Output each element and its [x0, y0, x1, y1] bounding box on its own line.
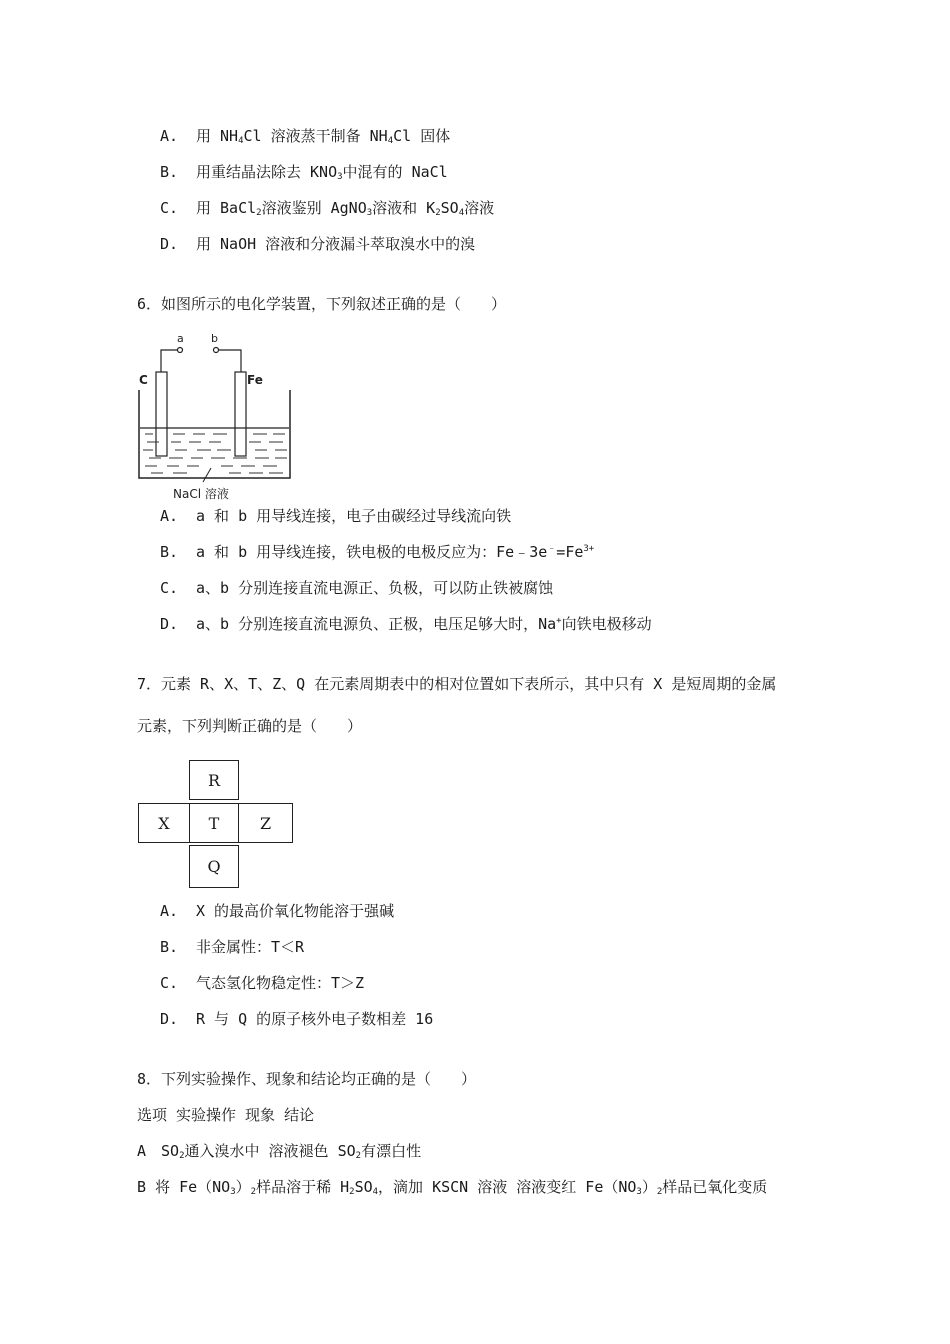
- cell-t: T: [189, 803, 239, 843]
- cell-x: X: [138, 803, 190, 843]
- wire-b: [219, 350, 241, 372]
- option-label: B.: [160, 938, 179, 956]
- q7-stem-line1: 7．元素 R、X、T、Z、Q 在元素周期表中的相对位置如下表所示，其中只有 X 是短周期的金属: [137, 675, 777, 693]
- terminal-a-label: a: [177, 332, 184, 345]
- q5-option-a: A. 用 $NH_4Cl$ 溶液蒸干制备 $NH_4Cl$ 固体: [160, 127, 451, 146]
- electrochemical-cell-diagram: [137, 330, 297, 505]
- q8-row-b: B 将 $Fe(NO_3)_2$样品溶于稀 $H_2SO_4$，滴加 KSCN 溶液 溶液变红 $Fe(NO_3)_2$样品已氧化变质: [137, 1178, 768, 1197]
- option-label: A.: [160, 127, 179, 145]
- iron-electrode-label: Fe: [247, 373, 263, 387]
- solution-label: NaCl 溶液: [173, 487, 229, 501]
- option-label: D.: [160, 615, 179, 633]
- option-label: D.: [160, 235, 179, 253]
- periodic-table-fragment: [137, 759, 297, 889]
- terminal-a-dot: [178, 348, 183, 353]
- q8-stem: 8．下列实验操作、现象和结论均正确的是（ ）: [137, 1070, 477, 1088]
- q7-stem-line2: 元素，下列判断正确的是（ ）: [137, 717, 363, 735]
- q7-option-d: D. R 与 Q 的原子核外电子数相差 16: [160, 1010, 434, 1028]
- option-label: A.: [160, 902, 179, 920]
- q7-option-a: A. X 的最高价氧化物能溶于强碱: [160, 902, 395, 920]
- q7-option-b: B. 非金属性：T＜R: [160, 938, 305, 956]
- terminal-b-label: b: [211, 332, 218, 345]
- iron-electrode: [235, 372, 246, 456]
- q6-option-a: A. a 和 b 用导线连接，电子由碳经过导线流向铁: [160, 507, 512, 525]
- cell-z: Z: [238, 803, 293, 843]
- solution-pointer: [203, 468, 211, 482]
- q5-option-d: D. 用 NaOH 溶液和分液漏斗萃取溴水中的溴: [160, 235, 476, 253]
- q8-row-a: A $SO_2$通入溴水中 溶液褪色 $SO_2$有漂白性: [137, 1142, 422, 1161]
- carbon-electrode: [156, 372, 167, 456]
- option-label: D.: [160, 1010, 179, 1028]
- q5-option-c: C. 用 BaCl$_2$溶液鉴别 AgNO$_3$溶液和 $K_2SO_4$溶液: [160, 199, 495, 218]
- cell-r: R: [189, 760, 239, 800]
- option-label: C.: [160, 974, 179, 992]
- cell-q: Q: [189, 845, 239, 888]
- q5-option-b: B. 用重结晶法除去 $KNO_3$中混有的 NaCl: [160, 163, 448, 182]
- carbon-electrode-label: C: [139, 373, 148, 387]
- wire-a: [161, 350, 177, 372]
- q6-stem: 6．如图所示的电化学装置，下列叙述正确的是（ ）: [137, 295, 507, 313]
- q7-option-c: C. 气态氢化物稳定性：T＞Z: [160, 974, 365, 992]
- q8-table-header: 选项 实验操作 现象 结论: [137, 1106, 315, 1124]
- option-label: B.: [160, 163, 179, 181]
- option-label: A.: [160, 507, 179, 525]
- option-label: B.: [160, 543, 179, 561]
- option-label: C.: [160, 579, 179, 597]
- q6-option-d: D. a、b 分别连接直流电源负、正极，电压足够大时，Na+向铁电极移动: [160, 615, 652, 633]
- terminal-b-dot: [214, 348, 219, 353]
- option-label: C.: [160, 199, 179, 217]
- q6-option-b: B. a 和 b 用导线连接，铁电极的电极反应为：$Fe﹣3e^﹣=Fe^{3+}$: [160, 543, 595, 561]
- q6-option-c: C. a、b 分别连接直流电源正、负极，可以防止铁被腐蚀: [160, 579, 554, 597]
